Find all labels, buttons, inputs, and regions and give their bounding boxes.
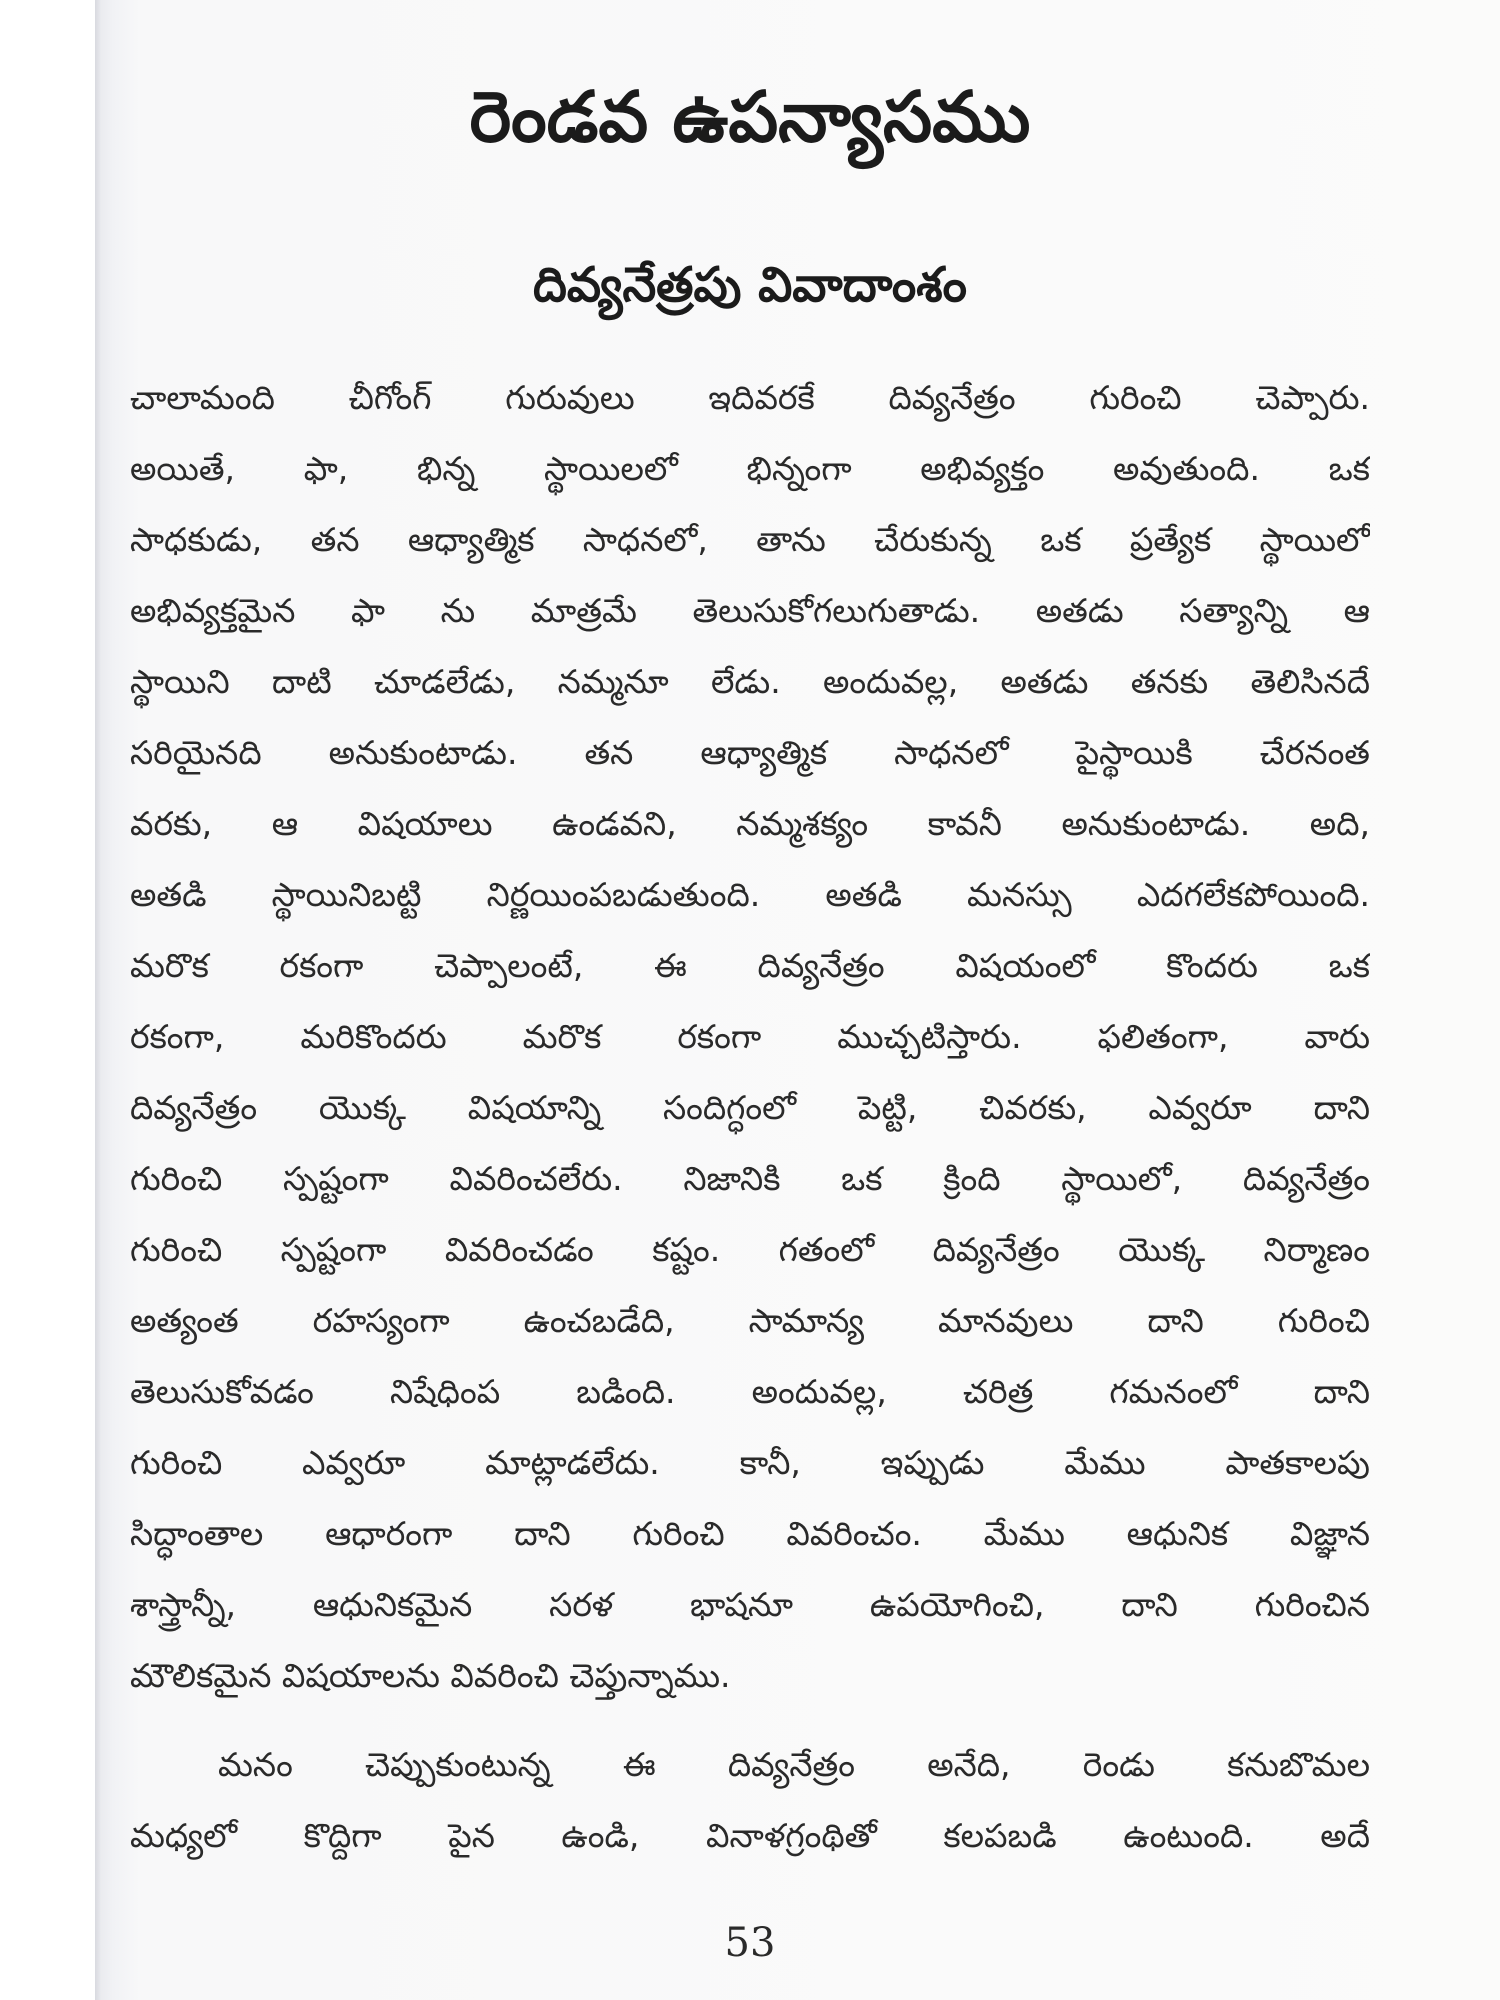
paragraph-2: [130, 1729, 1370, 1871]
paragraph-line: మనం చెప్పుకుంటున్న ఈ దివ్యనేత్రం అనేది, రెండు కనుబొమల: [218, 1745, 1370, 1784]
paragraph-line: అయితే, ఫా, భిన్న స్థాయిలలో భిన్నంగా అభివ్యక్తం అవుతుంది. ఒక: [130, 449, 1370, 488]
paragraph-line: సిద్ధాంతాల ఆధారంగా దాని గురించి వివరించం. మేము ఆధునిక విజ్ఞాన: [130, 1514, 1370, 1553]
page-content: [130, 0, 1370, 1871]
paragraph-1: [130, 362, 1370, 1711]
paragraph-line: సాధకుడు, తన ఆధ్యాత్మిక సాధనలో, తాను చేరుకున్న ఒక ప్రత్యేక స్థాయిలో: [130, 520, 1370, 559]
paragraph-line: గురించి ఎవ్వరూ మాట్లాడలేదు. కానీ, ఇప్పుడు మేము పాతకాలపు: [130, 1443, 1370, 1482]
paragraph-line: రకంగా, మరికొందరు మరొక రకంగా ముచ్చటిస్తారు. ఫలితంగా, వారు: [130, 1017, 1370, 1056]
page-number: 53: [724, 1920, 776, 1966]
paragraph-line: గురించి స్పష్టంగా వివరించడం కష్టం. గతంలో దివ్యనేత్రం యొక్క నిర్మాణం: [130, 1230, 1370, 1269]
paragraph-line: స్థాయిని దాటి చూడలేడు, నమ్మనూ లేడు. అందువల్ల, అతడు తనకు తెలిసినదే: [130, 662, 1370, 701]
paragraph-line: మధ్యలో కొద్దిగా పైన ఉండి, వినాళగ్రంథితో కలపబడి ఉంటుంది. అదే: [130, 1816, 1370, 1855]
paragraph-line: వరకు, ఆ విషయాలు ఉండవని, నమ్మశక్యం కావనీ అనుకుంటాడు. అది,: [130, 804, 1370, 843]
paragraph-line: మరొక రకంగా చెప్పాలంటే, ఈ దివ్యనేత్రం విషయంలో కొందరు ఒక: [130, 946, 1370, 985]
paragraph-line: తెలుసుకోవడం నిషేధింప బడింది. అందువల్ల, చరిత్ర గమనంలో దాని: [130, 1372, 1370, 1411]
paragraph-line: మౌలికమైన విషయాలను వివరించి చెప్తున్నాము.: [130, 1656, 731, 1695]
paragraph-line: దివ్యనేత్రం యొక్క విషయాన్ని సందిగ్ధంలో పెట్టి, చివరకు, ఎవ్వరూ దాని: [130, 1088, 1370, 1127]
paragraph-line: అతడి స్థాయినిబట్టి నిర్ణయింపబడుతుంది. అతడి మనస్సు ఎదగలేకపోయింది.: [130, 875, 1370, 914]
section-title: దివ్యనేత్రపు వివాదాంశం: [532, 257, 968, 313]
paragraph-line: గురించి స్పష్టంగా వివరించలేరు. నిజానికి ఒక క్రింది స్థాయిలో, దివ్యనేత్రం: [130, 1159, 1370, 1198]
paragraph-line: అభివ్యక్తమైన ఫా ను మాత్రమే తెలుసుకోగలుగుతాడు. అతడు సత్యాన్ని ఆ: [130, 591, 1370, 630]
paragraph-line: సరియైనది అనుకుంటాడు. తన ఆధ్యాత్మిక సాధనలో పైస్థాయికి చేరనంత: [130, 733, 1370, 772]
page-gutter-shadow: [95, 0, 101, 2000]
paragraph-line: చాలామంది చీగోంగ్ గురువులు ఇదివరకే దివ్యనేత్రం గురించి చెప్పారు.: [130, 378, 1370, 417]
chapter-title: రెండవ ఉపన్యాసము: [469, 76, 1031, 158]
paragraph-line: శాస్త్రాన్నీ, ఆధునికమైన సరళ భాషనూ ఉపయోగించి, దాని గురించిన: [130, 1585, 1370, 1624]
paragraph-line: అత్యంత రహస్యంగా ఉంచబడేది, సామాన్య మానవులు దాని గురించి: [130, 1301, 1370, 1340]
